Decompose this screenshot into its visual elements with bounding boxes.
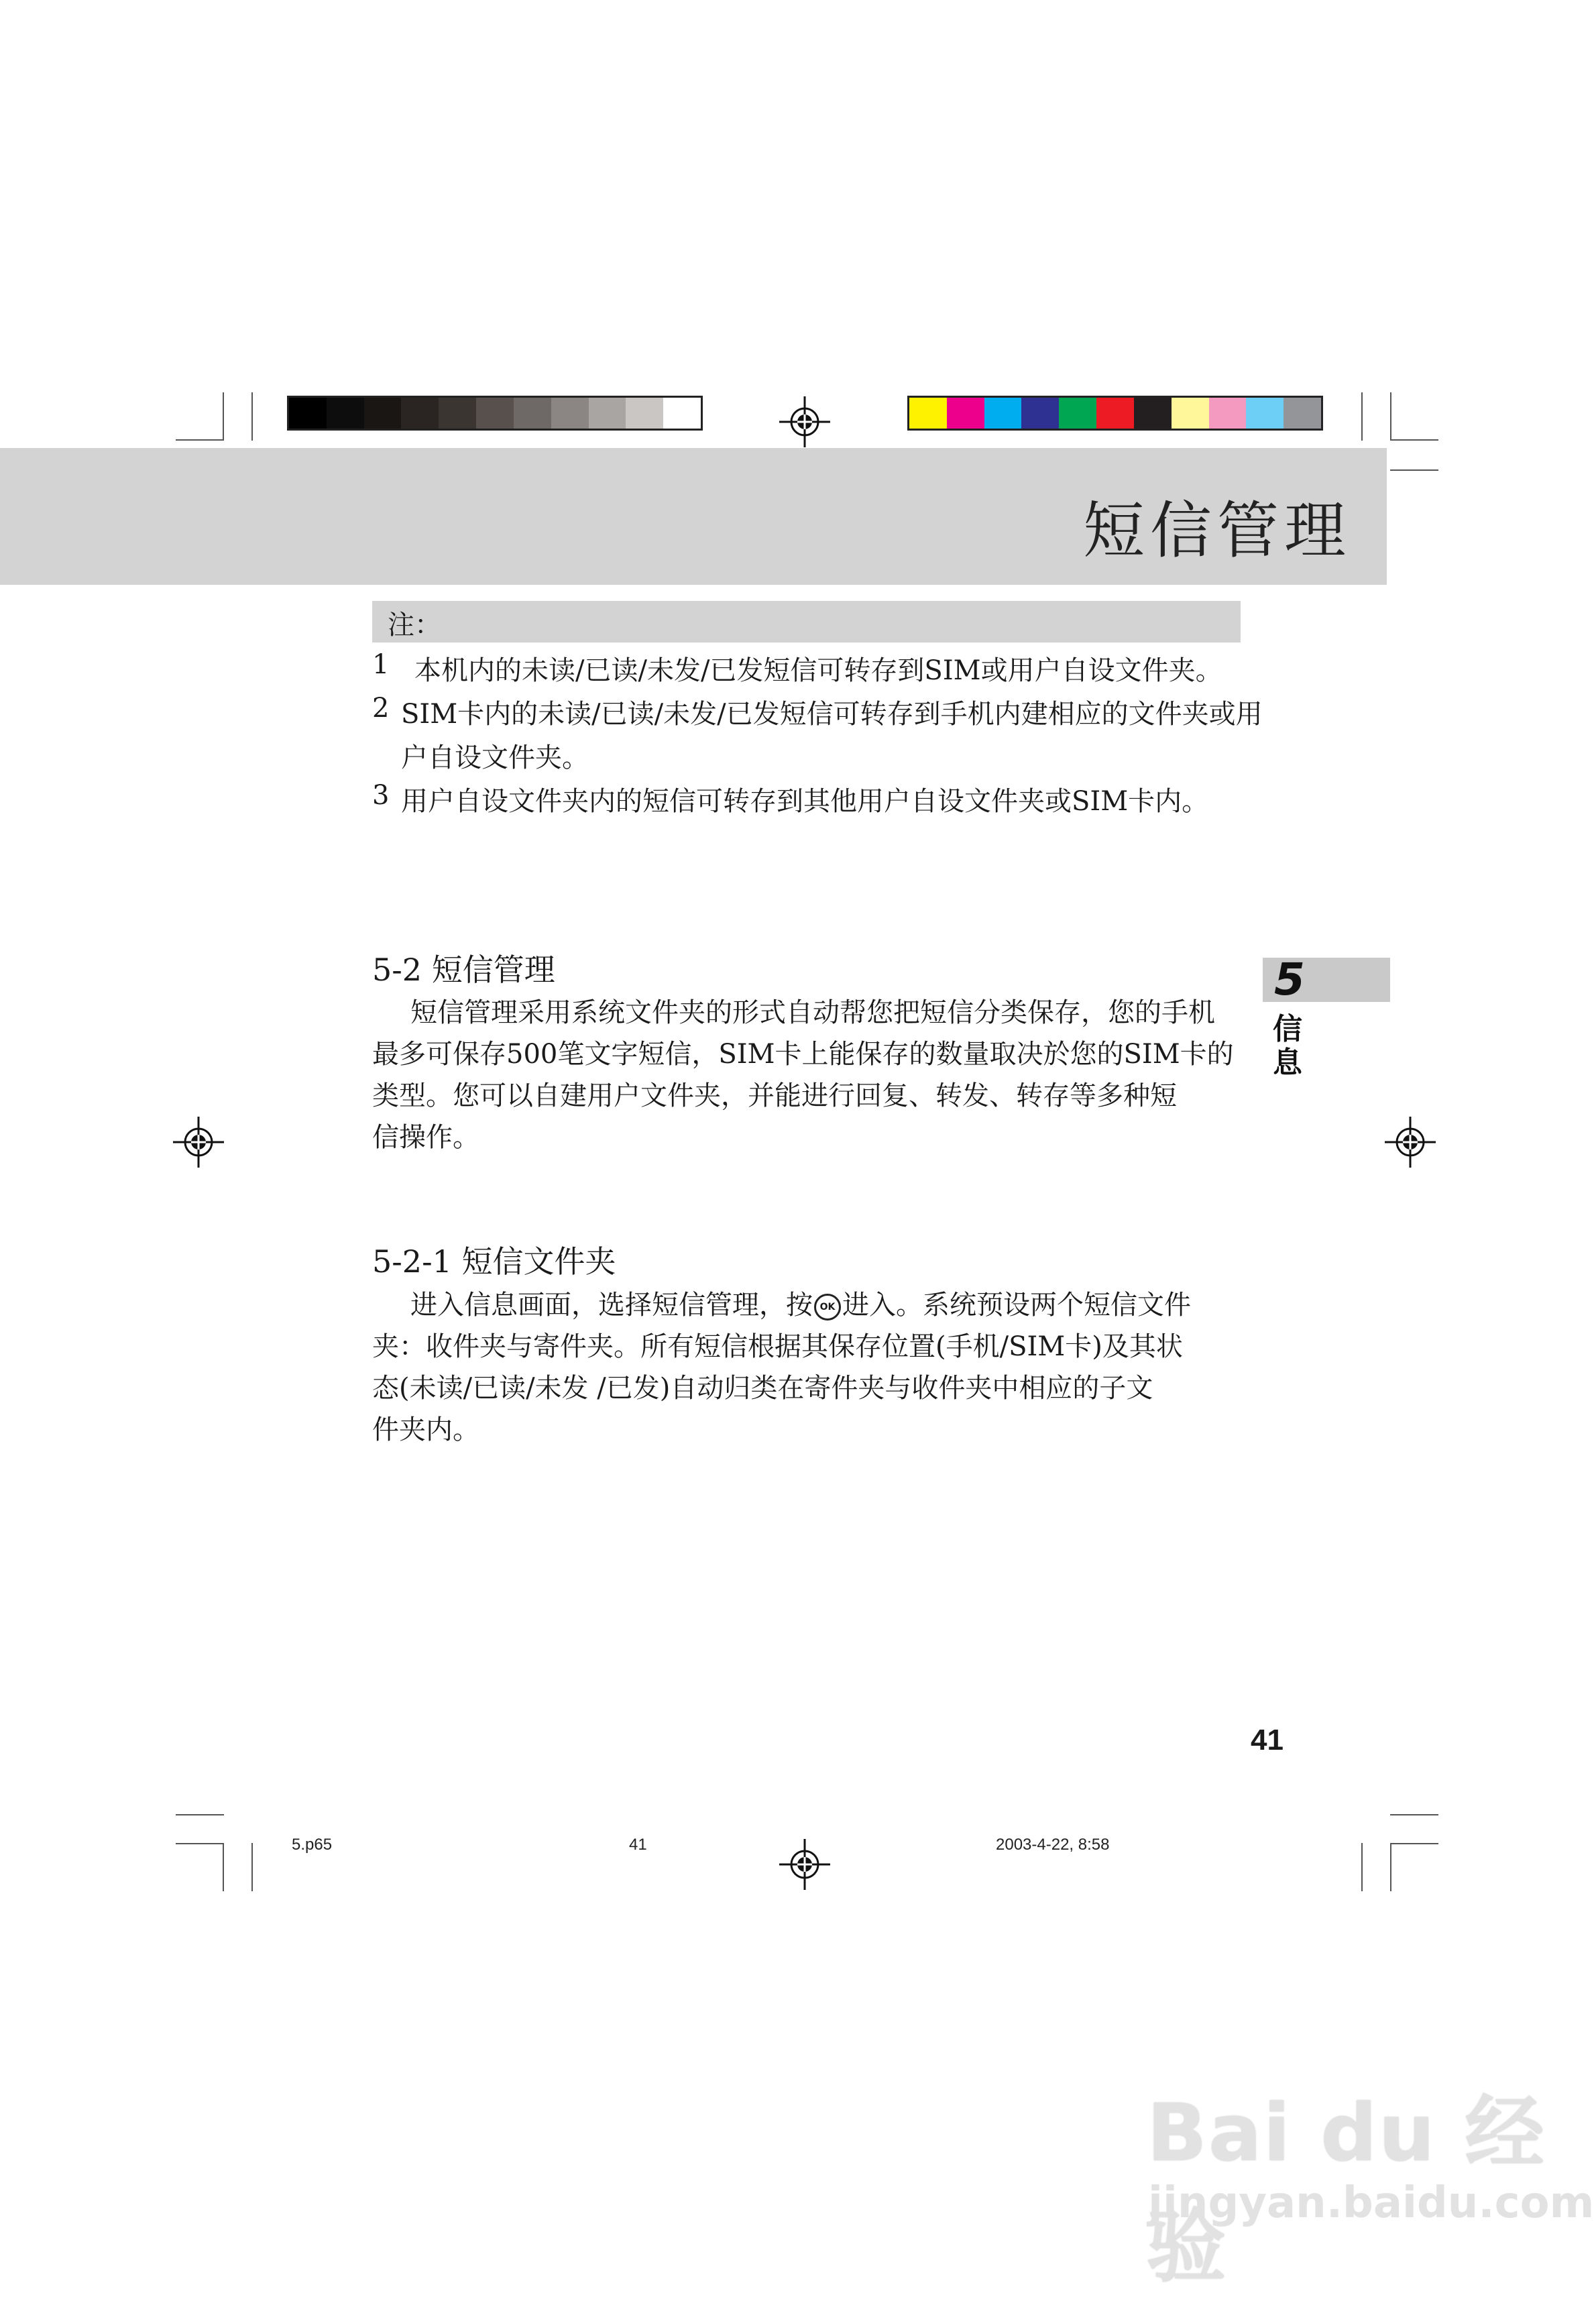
note-item-text: 户自设文件夹。 bbox=[401, 742, 589, 773]
registration-mark-icon bbox=[1385, 1117, 1436, 1168]
baidu-jingyan-watermark-logo: Bai du 经验 bbox=[1147, 2086, 1546, 2293]
color-swatch bbox=[401, 398, 439, 429]
color-swatch bbox=[1134, 398, 1172, 429]
crop-mark bbox=[1390, 1814, 1438, 1815]
registration-mark-icon bbox=[173, 1117, 224, 1168]
crop-mark bbox=[1361, 1843, 1363, 1891]
note-item-number: 3 bbox=[372, 780, 390, 811]
crop-mark bbox=[1390, 469, 1438, 471]
note-label: 注： bbox=[388, 610, 441, 640]
paragraph-line: 短信管理采用系统文件夹的形式自动帮您把短信分类保存，您的手机 bbox=[410, 997, 1215, 1028]
color-swatch bbox=[909, 398, 947, 429]
crop-mark bbox=[223, 1843, 224, 1891]
paragraph-line: 态(未读/已读/未发 /已发)自动归类在寄件夹与收件夹中相应的子文 bbox=[372, 1373, 1153, 1404]
paragraph-text: 进入。系统预设两个短信文件 bbox=[842, 1290, 1191, 1321]
paragraph-line: 最多可保存500笔文字短信，SIM卡上能保存的数量取决於您的SIM卡的 bbox=[372, 1039, 1234, 1070]
color-swatch bbox=[364, 398, 402, 429]
section-heading: 5-2-1 短信文件夹 bbox=[372, 1243, 616, 1280]
color-swatch bbox=[327, 398, 364, 429]
grayscale-color-bar bbox=[287, 396, 703, 431]
page-number: 41 bbox=[1251, 1724, 1284, 1756]
color-swatch bbox=[1246, 398, 1284, 429]
crop-mark bbox=[1361, 392, 1363, 441]
color-swatch bbox=[663, 398, 701, 429]
color-swatch bbox=[1059, 398, 1096, 429]
color-swatch bbox=[947, 398, 984, 429]
paragraph-line: 件夹内。 bbox=[372, 1414, 479, 1445]
crop-mark bbox=[223, 392, 224, 441]
color-swatch bbox=[551, 398, 589, 429]
registration-mark-icon bbox=[779, 396, 830, 447]
footer-file: 5.p65 bbox=[292, 1836, 333, 1854]
footer-page: 41 bbox=[629, 1836, 647, 1854]
note-item-text: SIM卡内的未读/已读/未发/已发短信可转存到手机内建相应的文件夹或用 bbox=[401, 699, 1263, 730]
color-swatch bbox=[1284, 398, 1321, 429]
crop-mark bbox=[251, 392, 253, 441]
color-swatch bbox=[514, 398, 551, 429]
paragraph-line: 夹：收件夹与寄件夹。所有短信根据其保存位置(手机/SIM卡)及其状 bbox=[372, 1331, 1183, 1362]
color-swatch bbox=[1209, 398, 1247, 429]
color-swatch bbox=[626, 398, 663, 429]
chapter-number: 5 bbox=[1274, 954, 1305, 1005]
crop-mark bbox=[176, 1843, 224, 1844]
note-bar bbox=[372, 601, 1241, 642]
color-swatch bbox=[589, 398, 626, 429]
section-heading: 5-2 短信管理 bbox=[372, 952, 555, 988]
paragraph-line: 类型。您可以自建用户文件夹，并能进行回复、转发、转存等多种短 bbox=[372, 1080, 1177, 1111]
crop-mark bbox=[1390, 392, 1391, 441]
color-swatch bbox=[1021, 398, 1059, 429]
color-swatch bbox=[1172, 398, 1209, 429]
color-swatch bbox=[439, 398, 476, 429]
color-swatch bbox=[1096, 398, 1134, 429]
crop-mark bbox=[251, 1843, 253, 1891]
color-swatch bbox=[289, 398, 327, 429]
crop-mark bbox=[1390, 439, 1438, 441]
registration-mark-icon bbox=[779, 1839, 830, 1890]
color-swatch bbox=[476, 398, 514, 429]
color-swatch bbox=[984, 398, 1022, 429]
watermark-url: jingyan.baidu.com bbox=[1148, 2178, 1595, 2228]
ok-key-icon: OK bbox=[814, 1294, 841, 1321]
crop-mark bbox=[1390, 1843, 1438, 1844]
paragraph-line bbox=[410, 1284, 1191, 1322]
note-item-number: 2 bbox=[372, 693, 390, 724]
footer-datetime: 2003-4-22, 8:58 bbox=[996, 1836, 1110, 1854]
process-color-bar bbox=[907, 396, 1323, 431]
crop-mark bbox=[176, 439, 224, 441]
crop-mark bbox=[176, 1814, 224, 1815]
paragraph-text: 进入信息画面，选择短信管理，按 bbox=[410, 1290, 813, 1321]
chapter-label-char: 信 bbox=[1273, 1012, 1302, 1046]
note-item-number: 1 bbox=[372, 649, 390, 680]
page-title: 短信管理 bbox=[1082, 495, 1351, 567]
chapter-label-char: 息 bbox=[1273, 1046, 1302, 1080]
note-item-text: 用户自设文件夹内的短信可转存到其他用户自设文件夹或SIM卡内。 bbox=[401, 786, 1209, 817]
paragraph-line: 信操作。 bbox=[372, 1122, 479, 1153]
note-item-text: 本机内的未读/已读/未发/已发短信可转存到SIM或用户自设文件夹。 bbox=[414, 655, 1222, 686]
crop-mark bbox=[1390, 1843, 1391, 1891]
